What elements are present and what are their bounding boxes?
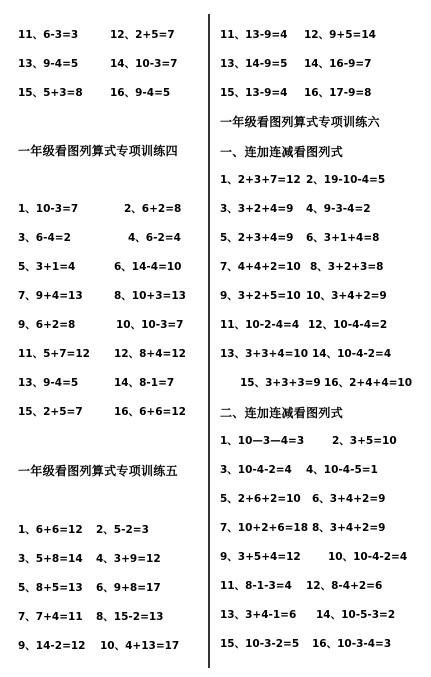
equation: 2、3+5=10	[332, 435, 397, 447]
equation: 14、8-1=7	[114, 377, 175, 389]
equation: 13、14-9=5	[220, 58, 288, 70]
equation: 13、9-4=5	[18, 377, 79, 389]
equation: 5、2+6+2=10	[220, 493, 301, 505]
column-divider	[208, 14, 210, 668]
equation: 12、8+4=12	[114, 348, 186, 360]
equation: 11、10-2-4=4	[220, 319, 300, 331]
equation: 4、9-3-4=2	[306, 203, 371, 215]
equation: 10、4+13=17	[100, 640, 180, 652]
equation: 9、14-2=12	[18, 640, 86, 652]
equation: 16、17-9=8	[304, 87, 372, 99]
equation: 11、6-3=3	[18, 29, 79, 41]
section-title: 一年级看图列算式专项训练四	[18, 144, 178, 158]
equation: 12、9+5=14	[304, 29, 376, 41]
equation: 1、10-3=7	[18, 203, 79, 215]
equation: 2、5-2=3	[96, 524, 149, 536]
equation: 16、6+6=12	[114, 406, 186, 418]
equation: 12、8-4+2=6	[306, 580, 383, 592]
equation: 1、6+6=12	[18, 524, 83, 536]
equation: 10、3+4+2=9	[306, 290, 387, 302]
equation: 8、3+4+2=9	[312, 522, 386, 534]
equation: 2、19-10-4=5	[306, 174, 386, 186]
equation: 12、10-4-4=2	[308, 319, 388, 331]
equation: 7、4+4+2=10	[220, 261, 301, 273]
equation: 11、8-1-3=4	[220, 580, 292, 592]
equation: 1、10—3—4=3	[220, 435, 305, 447]
equation: 7、9+4=13	[18, 290, 83, 302]
equation: 15、10-3-2=5	[220, 638, 300, 650]
equation: 14、10-3=7	[110, 58, 178, 70]
equation: 11、5+7=12	[18, 348, 90, 360]
equation: 15、5+3=8	[18, 87, 83, 99]
equation: 6、3+4+2=9	[312, 493, 386, 505]
equation: 8、10+3=13	[114, 290, 186, 302]
equation: 14、16-9=7	[304, 58, 372, 70]
equation: 12、2+5=7	[110, 29, 175, 41]
equation: 10、10-4-2=4	[328, 551, 408, 563]
equation: 3、10-4-2=4	[220, 464, 292, 476]
equation: 7、10+2+6=18	[220, 522, 309, 534]
equation: 6、14-4=10	[114, 261, 182, 273]
subsection-title: 一、连加连减看图列式	[220, 145, 344, 159]
equation: 10、10-3=7	[116, 319, 184, 331]
equation: 8、3+2+3=8	[310, 261, 384, 273]
equation: 5、8+5=13	[18, 582, 83, 594]
section-title: 一年级看图列算式专项训练六	[220, 115, 380, 129]
subsection-title: 二、连加连减看图列式	[220, 406, 344, 420]
equation: 11、13-9=4	[220, 29, 288, 41]
equation: 5、2+3+4=9	[220, 232, 294, 244]
equation: 9、6+2=8	[18, 319, 76, 331]
equation: 7、7+4=11	[18, 611, 83, 623]
section-title: 一年级看图列算式专项训练五	[18, 464, 178, 478]
equation: 4、10-4-5=1	[306, 464, 378, 476]
equation: 13、3+3+4=10	[220, 348, 309, 360]
equation: 2、6+2=8	[124, 203, 182, 215]
equation: 13、9-4=5	[18, 58, 79, 70]
equation: 16、2+4+4=10	[324, 377, 413, 389]
equation: 5、3+1=4	[18, 261, 76, 273]
equation: 4、6-2=4	[128, 232, 181, 244]
equation: 14、10-5-3=2	[316, 609, 396, 621]
equation: 3、6-4=2	[18, 232, 71, 244]
equation: 4、3+9=12	[96, 553, 161, 565]
equation: 13、3+4-1=6	[220, 609, 297, 621]
equation: 8、15-2=13	[96, 611, 164, 623]
equation: 15、3+3+3=9	[240, 377, 321, 389]
equation: 9、3+5+4=12	[220, 551, 301, 563]
equation: 15、13-9=4	[220, 87, 288, 99]
equation: 1、2+3+7=12	[220, 174, 301, 186]
equation: 3、5+8=14	[18, 553, 83, 565]
equation: 6、3+1+4=8	[306, 232, 380, 244]
equation: 6、9+8=17	[96, 582, 161, 594]
equation: 3、3+2+4=9	[220, 203, 294, 215]
equation: 16、9-4=5	[110, 87, 171, 99]
equation: 14、10-4-2=4	[312, 348, 392, 360]
equation: 15、2+5=7	[18, 406, 83, 418]
equation: 16、10-3-4=3	[312, 638, 392, 650]
equation: 9、3+2+5=10	[220, 290, 301, 302]
